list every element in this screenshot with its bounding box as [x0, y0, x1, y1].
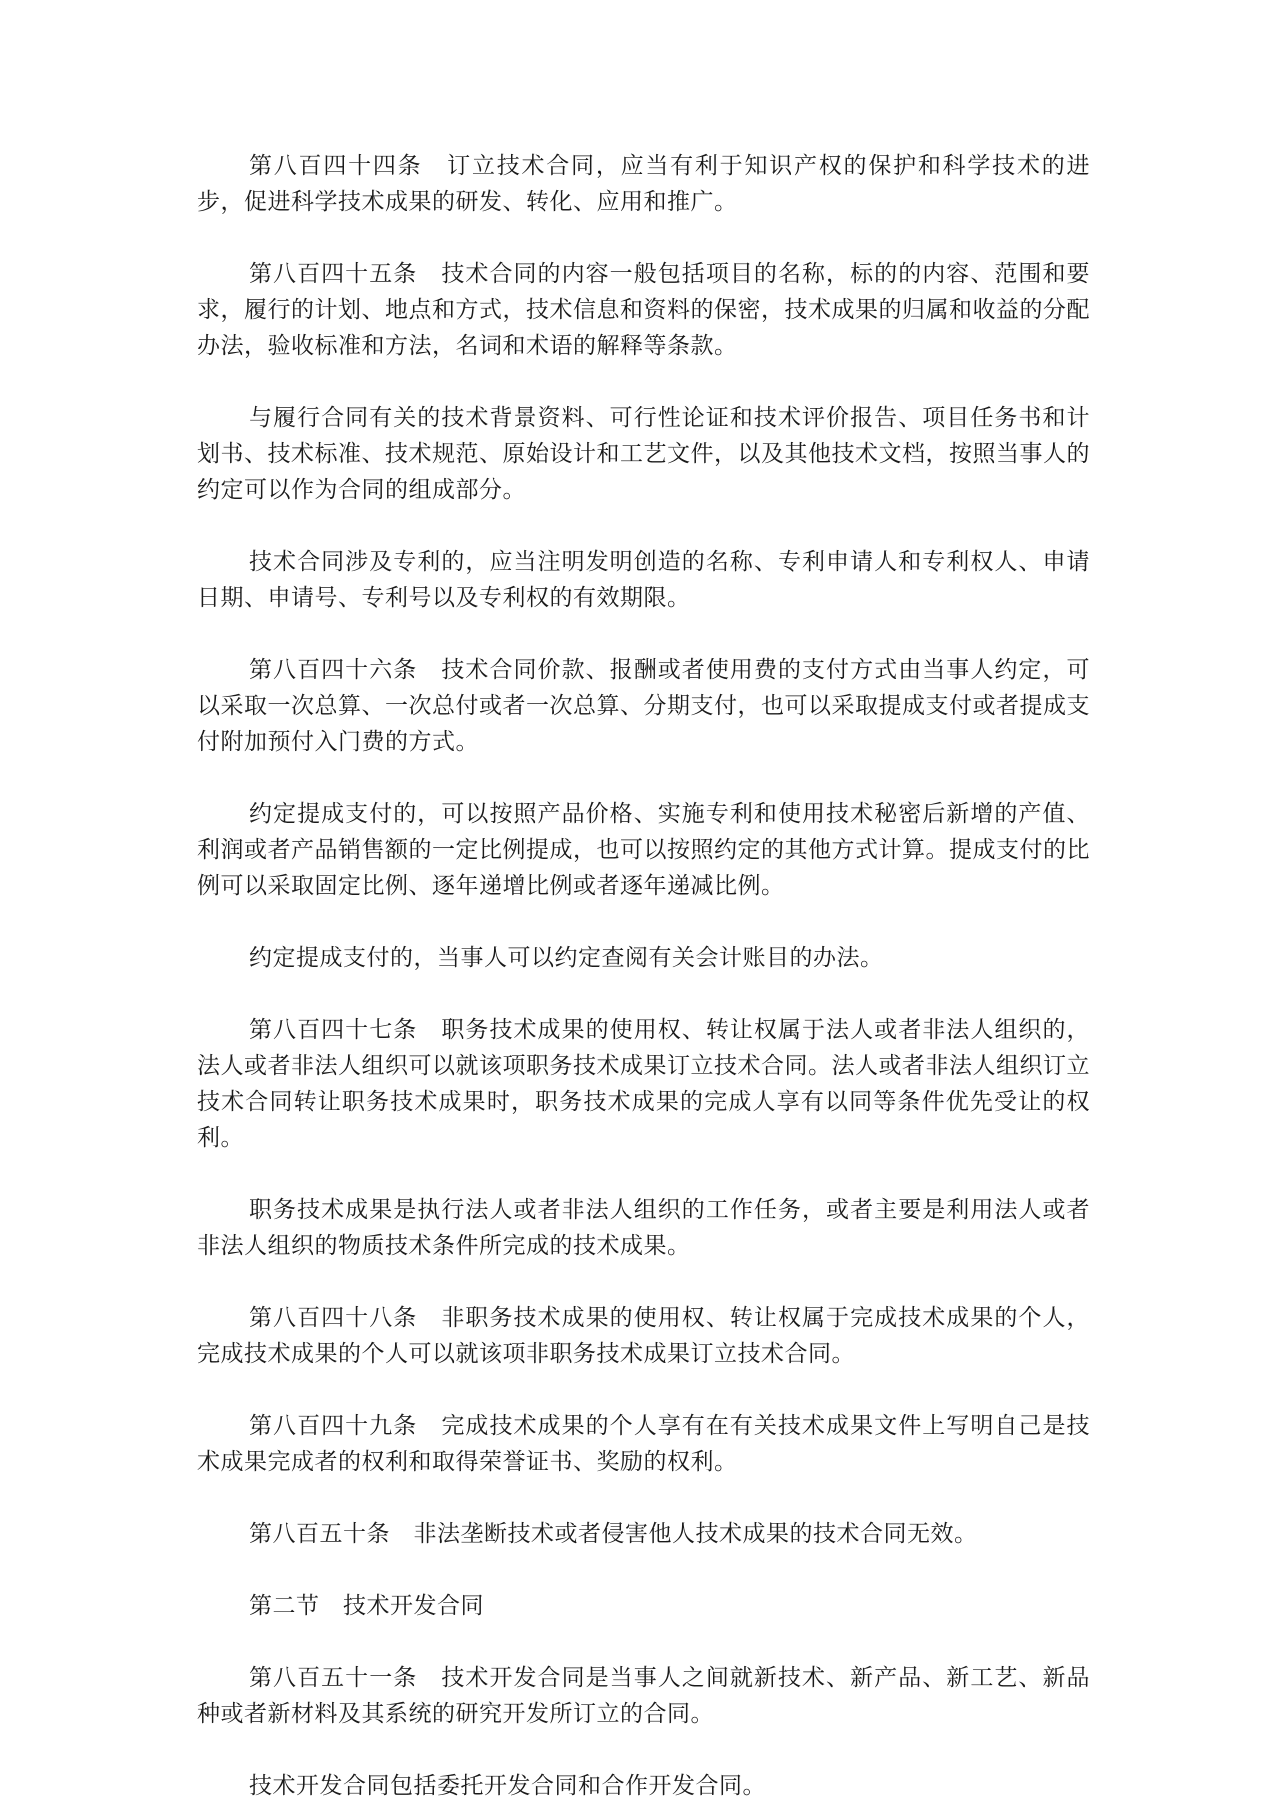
article-847-para-2: 职务技术成果是执行法人或者非法人组织的工作任务，或者主要是利用法人或者非法人组织的物质技术条件所完成的技术成果。 — [197, 1197, 1090, 1259]
article-851: 第八百五十一条 技术开发合同是当事人之间就新技术、新产品、新工艺、新品种或者新材料及其系统的研究开发所订立的合同。 — [197, 1665, 1090, 1727]
article-845-para-2: 与履行合同有关的技术背景资料、可行性论证和技术评价报告、项目任务书和计划书、技术标准、技术规范、原始设计和工艺文件，以及其他技术文档，按照当事人的约定可以作为合同的组成部分。 — [197, 405, 1090, 503]
article-850: 第八百五十条 非法垄断技术或者侵害他人技术成果的技术合同无效。 — [249, 1521, 978, 1547]
article-844: 第八百四十四条 订立技术合同，应当有利于知识产权的保护和科学技术的进步，促进科学技术成果的研发、转化、应用和推广。 — [197, 153, 1090, 215]
article-845-para-3: 技术合同涉及专利的，应当注明发明创造的名称、专利申请人和专利权人、申请日期、申请号、专利号以及专利权的有效期限。 — [197, 549, 1090, 611]
article-847: 第八百四十七条 职务技术成果的使用权、转让权属于法人或者非法人组织的，法人或者非法人组织可以就该项职务技术成果订立技术合同。法人或者非法人组织订立技术合同转让职务技术成果时，职务技术成果的完成人享有以同等条件优先受让的权利。 — [197, 1017, 1090, 1151]
article-846: 第八百四十六条 技术合同价款、报酬或者使用费的支付方式由当事人约定，可以采取一次总算、一次总付或者一次总算、分期支付，也可以采取提成支付或者提成支付附加预付入门费的方式。 — [197, 657, 1090, 755]
article-851-para-2: 技术开发合同包括委托开发合同和合作开发合同。 — [249, 1773, 766, 1799]
article-849: 第八百四十九条 完成技术成果的个人享有在有关技术成果文件上写明自己是技术成果完成者的权利和取得荣誉证书、奖励的权利。 — [197, 1413, 1090, 1475]
article-848: 第八百四十八条 非职务技术成果的使用权、转让权属于完成技术成果的个人，完成技术成果的个人可以就该项非职务技术成果订立技术合同。 — [197, 1305, 1090, 1367]
article-845: 第八百四十五条 技术合同的内容一般包括项目的名称，标的的内容、范围和要求，履行的计划、地点和方式，技术信息和资料的保密，技术成果的归属和收益的分配办法，验收标准和方法，名词和术语的解释等条款。 — [197, 261, 1090, 359]
article-846-para-3: 约定提成支付的，当事人可以约定查阅有关会计账目的办法。 — [249, 945, 884, 971]
section-heading: 第二节 技术开发合同 — [249, 1593, 484, 1619]
article-846-para-2: 约定提成支付的，可以按照产品价格、实施专利和使用技术秘密后新增的产值、利润或者产品销售额的一定比例提成，也可以按照约定的其他方式计算。提成支付的比例可以采取固定比例、逐年递增比例或者逐年递减比例。 — [197, 801, 1090, 899]
